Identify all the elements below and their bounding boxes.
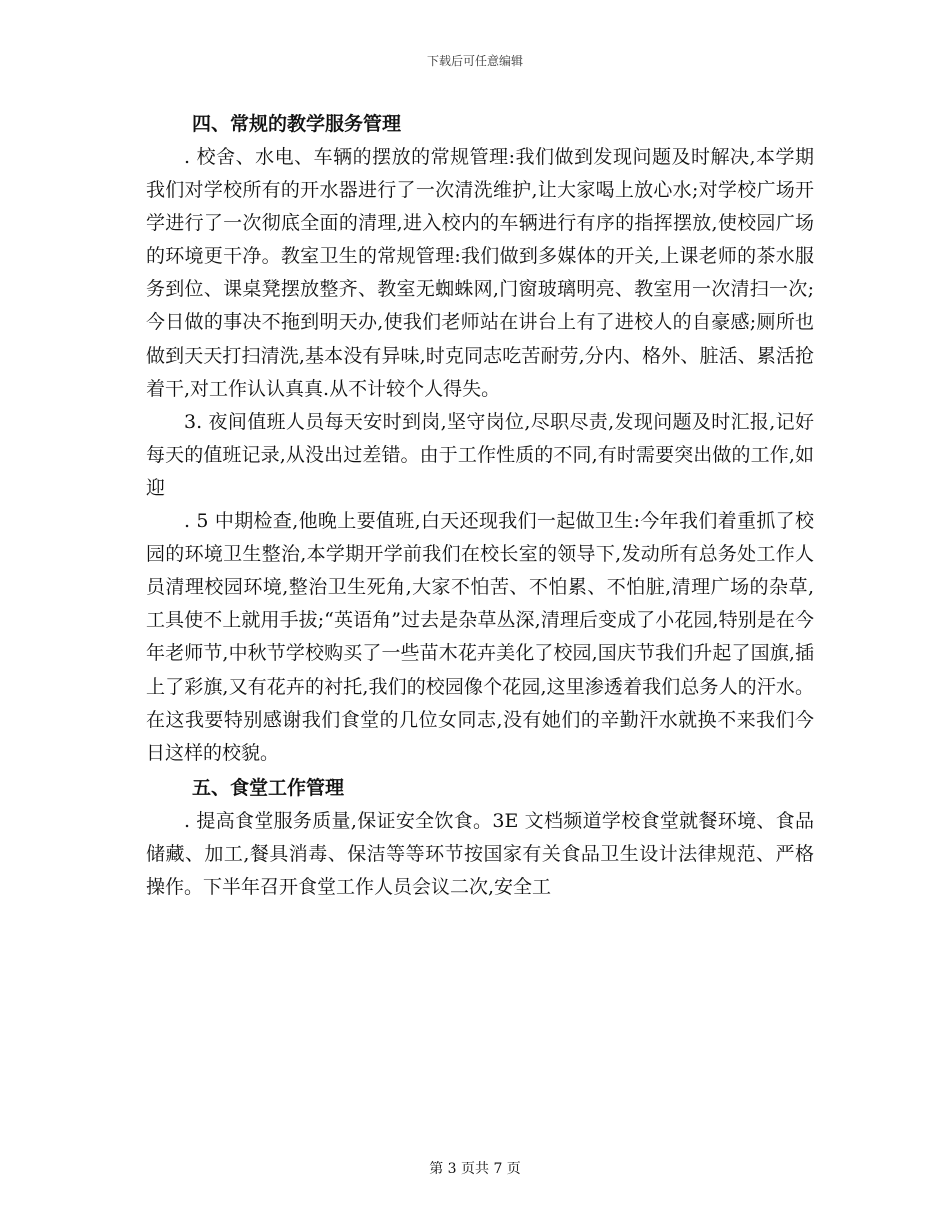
paragraph: 3. 夜间值班人员每天安时到岗,坚守岗位,尽职尽责,发现问题及时汇报,记好每天的值班记录,从没出过差错。由于工作性质的不同,有时需要突出做的工作,如迎 (146, 410, 814, 499)
page-header-note: 下载后可任意编辑 (426, 54, 523, 68)
page-number: 第 3 页共 7 页 (429, 1161, 521, 1177)
document-body (146, 108, 814, 904)
paragraph: . 校舍、水电、车辆的摆放的常规管理:我们做到发现问题及时解决,本学期我们对学校所有的开水器进行了一次清洗维护,让大家喝上放心水;对学校广场开学进行了一次彻底全面的清理,进入校内的车辆进行有序的指挥摆放,使校园广场的环境更干净。教室卫生的常规管理:我们做到多媒体的开关,上课老师的茶水服务到位、课桌凳摆放整齐、教室无蜘蛛网,门窗玻璃明亮、教室用一次清扫一次;今日做的事决不拖到明天办,使我们老师站在讲台上有了进校人的自豪感;厕所也做到天天打扫清洗,基本没有异味,时克同志吃苦耐劳,分内、格外、脏活、累活抢着干,对工作认认真真.从不计较个人得失。 (146, 146, 814, 400)
section-heading: 五、食堂工作管理 (192, 776, 345, 799)
paragraph: . 5 中期检查,他晚上要值班,白天还现我们一起做卫生:今年我们着重抓了校园的环境卫生整治,本学期开学前我们在校长室的领导下,发动所有总务处工作人员清理校园环境,整治卫生死角,大家不怕苦、不怕累、不怕脏,清理广场的杂草,工具使不上就用手拔;“英语角”过去是杂草丛深,清理后变成了小花园,特别是在今年老师节,中秋节学校购买了一些苗木花卉美化了校园,国庆节我们升起了国旗,插上了彩旗,又有花卉的衬托,我们的校园像个花园,这里渗透着我们总务人的汗水。在这我要特别感谢我们食堂的几位女同志,没有她们的辛勤汗水就换不来我们今日这样的校貌。 (146, 510, 814, 764)
paragraph: . 提高食堂服务质量,保证安全饮食。3E 文档频道学校食堂就餐环境、食品储藏、加工,餐具消毒、保洁等等环节按国家有关食品卫生设计法律规范、严格操作。下半年召开食堂工作人员会议二次,安全工 (146, 809, 814, 898)
section-heading: 四、常规的教学服务管理 (192, 113, 402, 135)
